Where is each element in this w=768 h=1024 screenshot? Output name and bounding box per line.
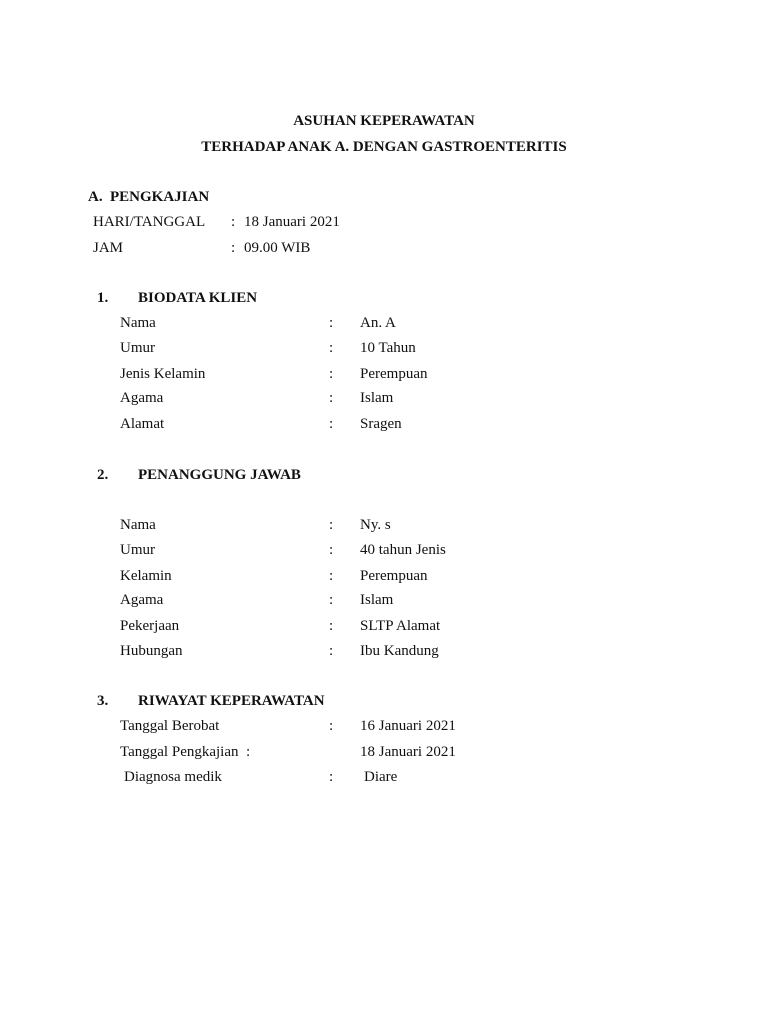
penanggung-row-value: Ny. s — [360, 517, 391, 533]
biodata-row-separator: : — [329, 340, 334, 356]
jam-value: 09.00 WIB — [244, 240, 311, 256]
penanggung-row-label: Umur — [120, 542, 155, 558]
document-subtitle: TERHADAP ANAK A. DENGAN GASTROENTERITIS — [201, 139, 567, 155]
section-a-marker: A. — [88, 189, 103, 205]
hari-tanggal-separator: : — [231, 214, 236, 230]
biodata-row-label: Agama — [120, 390, 164, 406]
penanggung-row-separator: : — [329, 618, 334, 634]
biodata-row-separator: : — [329, 315, 334, 331]
penanggung-row-value: Ibu Kandung — [360, 643, 439, 659]
document-title: ASUHAN KEPERAWATAN — [293, 113, 475, 129]
riwayat-row-label: Diagnosa medik — [124, 769, 222, 785]
penanggung-row-separator: : — [329, 517, 334, 533]
riwayat-row-value: 18 Januari 2021 — [360, 744, 456, 760]
penanggung-row-label: Agama — [120, 592, 164, 608]
penanggung-row-value: 40 tahun Jenis — [360, 542, 446, 558]
biodata-row-value: Perempuan — [360, 366, 428, 382]
biodata-heading: BIODATA KLIEN — [138, 290, 258, 306]
penanggung-row-label: Kelamin — [120, 568, 172, 584]
penanggung-row-value: SLTP Alamat — [360, 618, 441, 634]
riwayat-row-separator: : — [329, 769, 334, 785]
biodata-row-label: Nama — [120, 315, 156, 331]
section-a-heading: PENGKAJIAN — [110, 189, 210, 205]
biodata-row-value: Islam — [360, 390, 394, 406]
hari-tanggal-label: HARI/TANGGAL — [93, 214, 206, 230]
biodata-row-value: Sragen — [360, 416, 402, 432]
penanggung-row-label: Nama — [120, 517, 156, 533]
biodata-row-value: 10 Tahun — [360, 340, 416, 356]
biodata-number: 1. — [97, 290, 109, 306]
riwayat-row-label: Tanggal Berobat — [120, 718, 220, 734]
penanggung-row-value: Perempuan — [360, 568, 428, 584]
penanggung-row-separator: : — [329, 542, 334, 558]
riwayat-row-value: 16 Januari 2021 — [360, 718, 456, 734]
biodata-row-label: Jenis Kelamin — [120, 366, 206, 382]
biodata-row-separator: : — [329, 366, 334, 382]
biodata-row-label: Umur — [120, 340, 155, 356]
penanggung-row-value: Islam — [360, 592, 394, 608]
biodata-row-separator: : — [329, 390, 334, 406]
riwayat-row-value: Diare — [364, 769, 398, 785]
penanggung-number: 2. — [97, 467, 109, 483]
penanggung-row-label: Pekerjaan — [120, 618, 180, 634]
jam-label: JAM — [93, 240, 124, 256]
penanggung-row-separator: : — [329, 643, 334, 659]
penanggung-row-separator: : — [329, 592, 334, 608]
penanggung-row-label: Hubungan — [120, 643, 183, 659]
biodata-row-label: Alamat — [120, 416, 165, 432]
hari-tanggal-value: 18 Januari 2021 — [244, 214, 340, 230]
biodata-row-separator: : — [329, 416, 334, 432]
riwayat-number: 3. — [97, 693, 109, 709]
penanggung-row-separator: : — [329, 568, 334, 584]
jam-separator: : — [231, 240, 236, 256]
riwayat-heading: RIWAYAT KEPERAWATAN — [138, 693, 325, 709]
riwayat-row-separator: : — [329, 718, 334, 734]
biodata-row-value: An. A — [360, 315, 396, 331]
riwayat-row-label: Tanggal Pengkajian : — [120, 744, 251, 760]
penanggung-heading: PENANGGUNG JAWAB — [138, 467, 301, 483]
